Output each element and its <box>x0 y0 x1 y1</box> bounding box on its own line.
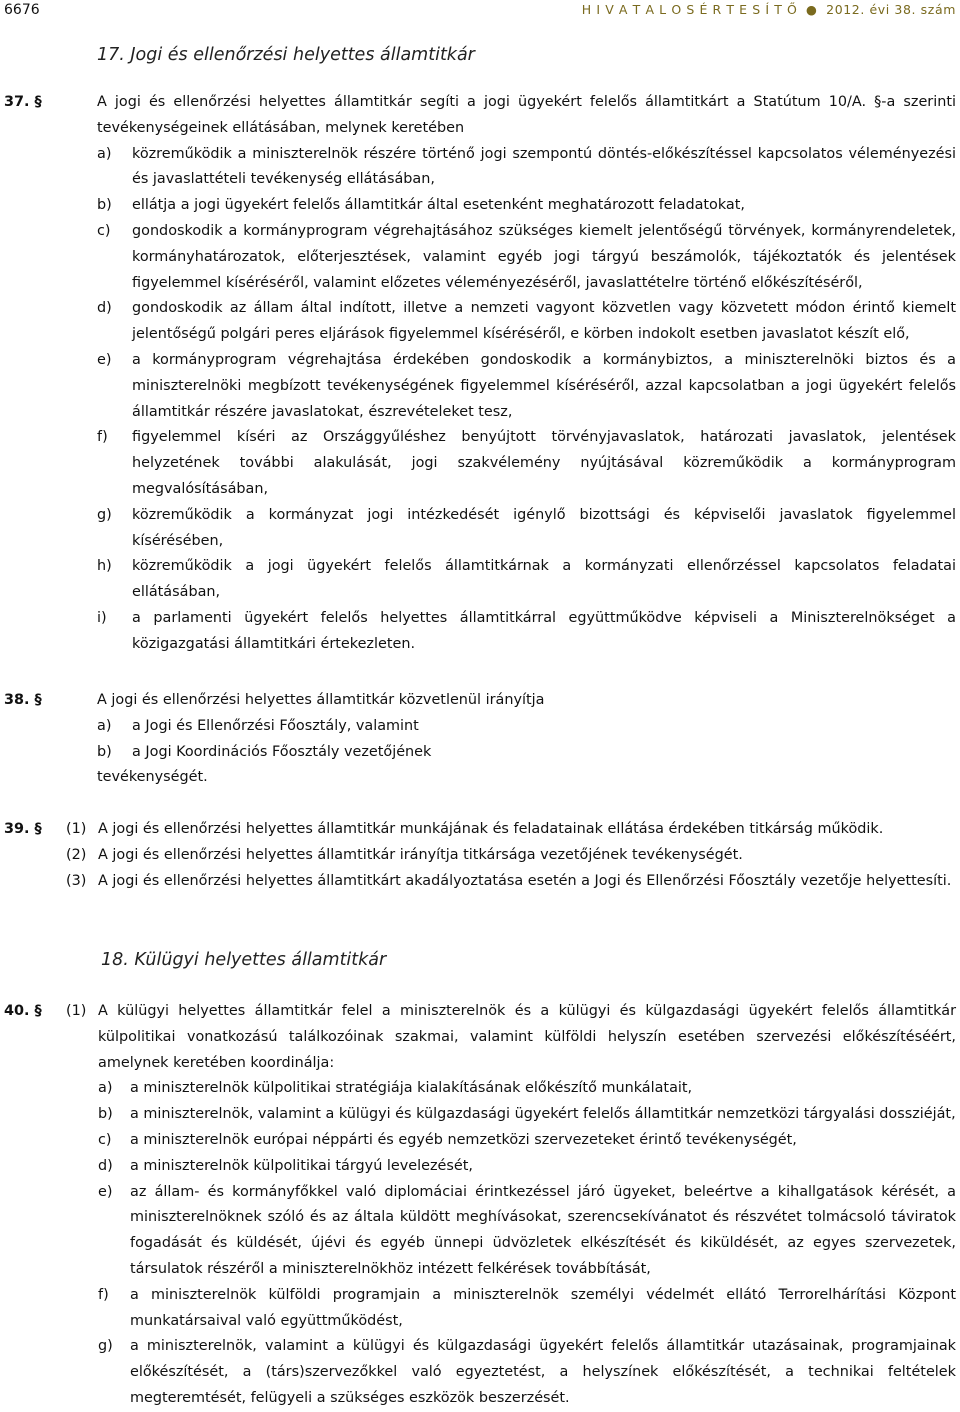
list-item <box>97 193 956 219</box>
item-text: gondoskodik a kormányprogram végrehajtásához szükséges kiemelt jelentőségű törvények, kormányrendeletek, kormányhatározatok, előterjesztések, valamint egyéb jogi tárgyú beszámolók, tájékoztatók és jelentések figyelemmel kíséréséről, valamint előzetes véleményezéséről, javaslattételre történő előkészítéséről, <box>132 222 956 291</box>
section-number: 37. § <box>4 94 42 110</box>
chapter-title: 17. Jogi és ellenőrzési helyettes államtitkár <box>97 45 475 65</box>
list-item <box>97 554 956 606</box>
paragraph-label: (3) <box>66 872 87 889</box>
item-text: a miniszterelnök európai néppárti és egyéb nemzetközi szervezeteket érintő tevékenységét, <box>130 1131 797 1148</box>
publication-header <box>582 0 956 20</box>
section-number: 39. § <box>4 821 42 837</box>
item-text: a miniszterelnök külpolitikai stratégiája kialakításának előkészítő munkálatait, <box>130 1080 693 1097</box>
list-item <box>98 1128 956 1154</box>
item-label: a) <box>97 145 112 162</box>
chapter-title: 18. Külügyi helyettes államtitkár <box>101 950 387 970</box>
section-body <box>66 817 956 894</box>
item-text: közreműködik a miniszterelnök részére történő jogi szempontú döntés-előkészítéssel kapcsolatos véleményezési és javaslattételi tevékenység ellátásában, <box>132 145 956 188</box>
item-text: a miniszterelnök, valamint a külügyi és külgazdasági ügyekért felelős államtitkár utazásainak, programjainak előkészítését, a (társ)szervezőkkel való egyeztetést, a helyszínek előkészítését, a technikai feltételek megteremtését, felügyeli a szükséges eszközök beszerzését. <box>130 1338 956 1406</box>
item-label: e) <box>97 351 112 368</box>
list-item <box>98 1334 956 1411</box>
item-label: c) <box>97 222 111 239</box>
list-item <box>98 1180 956 1283</box>
item-text: az állam- és kormányfőkkel való diplomáciai érintkezéssel járó ügyeket, beleértve a kihallgatások kérését, a miniszterelnöknek szóló és az általa küldött meghívásokat, szerencsekívánatot és részvétet tolmácsoló táviratok fogadását és küldését, újévi és egyéb ünnepi üdvözletek elkészítését és kiküldését, az egyes szervezetek, társulatok részéről a miniszterelnökhöz intézett felkérések továbbítását, <box>130 1183 956 1277</box>
item-label: b) <box>97 743 112 760</box>
item-label: f) <box>97 429 108 446</box>
section-body <box>97 90 956 658</box>
paragraph-label: (2) <box>66 846 87 863</box>
paragraph-list <box>66 817 956 894</box>
list-item <box>97 348 956 425</box>
item-label: i) <box>97 609 107 626</box>
item-text: közreműködik a kormányzat jogi intézkedését igénylő bizottsági és képviselői javaslatok figyelemmel kísérésében, <box>132 506 956 549</box>
section-intro: A jogi és ellenőrzési helyettes államtitkár közvetlenül irányítja <box>97 692 545 708</box>
list-item <box>97 606 956 658</box>
list-item <box>98 1154 956 1180</box>
paragraph-label: (1) <box>66 1003 87 1019</box>
paragraph-content <box>98 999 956 1412</box>
paragraph-text: A jogi és ellenőrzési helyettes államtitkár irányítja titkársága vezetőjének tevékenységét. <box>98 846 743 863</box>
paragraph-text: A külügyi helyettes államtitkár felel a miniszterelnök és a külügyi és külgazdasági ügyekért felelős államtitkár külpolitikai vonatkozású találkozóinak szakmai, valamint külföldi helyszín esetében szervezési előkészítéséért, amelynek keretében koordinálja: <box>98 1003 956 1071</box>
list-item <box>97 714 956 740</box>
item-label: d) <box>98 1157 113 1174</box>
separator-bullet: ● <box>806 2 818 17</box>
item-label: g) <box>98 1338 113 1355</box>
item-text: a kormányprogram végrehajtása érdekében gondoskodik a kormánybiztos, a miniszterelnöki biztos és a miniszterelnöki megbízott tevékenységének figyelemmel kíséréséről, azzal kapcsolatban a jogi ügyekért felelős államtitkár részére javaslatokat, észrevételeket tesz, <box>132 351 956 420</box>
item-label: b) <box>98 1106 113 1123</box>
page-number: 6676 <box>4 2 40 18</box>
paragraph <box>66 869 956 895</box>
list-item <box>98 1076 956 1102</box>
item-label: a) <box>97 717 112 734</box>
publication-name: H I V A T A L O S É R T E S Í T Ő <box>581 2 798 17</box>
section-number: 38. § <box>4 692 42 708</box>
list-item <box>97 142 956 194</box>
item-text: a miniszterelnök külföldi programjain a miniszterelnök személyi védelmét ellátó Terrorelhárítási Központ munkatársaival való együttműködést, <box>130 1286 956 1329</box>
item-text: gondoskodik az állam által indított, illetve a nemzeti vagyont közvetlen vagy közvetett módon érintő kiemelt jelentőségű polgári peres eljárások figyelemmel kíséréséről, e körben indokolt esetben javaslatot készít elő, <box>132 300 956 343</box>
section-outro: tevékenységét. <box>97 769 208 786</box>
section-body <box>97 688 956 791</box>
item-text: figyelemmel kíséri az Országgyűléshez benyújtott törvényjavaslatok, határozati javaslatok, jelentések helyzetének további alakulását, jogi szakvélemény nyújtásával közreműködik a kormányprogram megvalósításában, <box>132 429 956 497</box>
list-item <box>97 219 956 296</box>
item-text: a miniszterelnök külpolitikai tárgyú levelezését, <box>130 1157 473 1174</box>
item-text: ellátja a jogi ügyekért felelős államtitkár által esetenként meghatározott feladatokat, <box>132 197 745 214</box>
item-text: közreműködik a jogi ügyekért felelős államtitkárnak a kormányzati ellenőrzéssel kapcsolatos feladatai ellátásában, <box>132 558 956 601</box>
list-item <box>98 1283 956 1335</box>
item-list <box>97 714 956 766</box>
item-label: a) <box>98 1080 113 1097</box>
page-header <box>0 0 960 20</box>
item-text: a Jogi Koordinációs Főosztály vezetőjének <box>132 743 432 760</box>
issue-number: 2012. évi 38. szám <box>826 2 956 17</box>
paragraph-text: A jogi és ellenőrzési helyettes államtitkár munkájának és feladatainak ellátása érdekében titkárság működik. <box>98 821 884 837</box>
item-label: h) <box>97 558 112 575</box>
paragraph <box>66 843 956 869</box>
item-label: g) <box>97 506 112 523</box>
list-item <box>97 740 956 766</box>
paragraph-text: A jogi és ellenőrzési helyettes államtitkárt akadályoztatása esetén a Jogi és Ellenőrzési Főosztály vezetője helyettesíti. <box>98 872 952 889</box>
section-number: 40. § <box>4 1003 42 1019</box>
item-text: a Jogi és Ellenőrzési Főosztály, valamint <box>132 717 419 734</box>
item-label: b) <box>97 197 112 214</box>
paragraph-label: (1) <box>66 821 87 837</box>
list-item <box>97 503 956 555</box>
item-label: e) <box>98 1183 113 1200</box>
list-item <box>97 425 956 502</box>
item-label: d) <box>97 300 112 317</box>
item-text: a miniszterelnök, valamint a külügyi és külgazdasági ügyekért felelős államtitkár nemzetközi tárgyalási dossziéját, <box>130 1106 956 1123</box>
list-item <box>97 296 956 348</box>
section-body <box>66 999 956 1412</box>
list-item <box>98 1102 956 1128</box>
section-intro: A jogi és ellenőrzési helyettes államtitkár segíti a jogi ügyekért felelős államtitkárt a Statútum 10/A. §-a szerinti tevékenységeinek ellátásában, melynek keretében <box>97 94 956 136</box>
paragraph <box>66 817 956 843</box>
item-label: c) <box>98 1131 112 1148</box>
item-label: f) <box>98 1286 109 1303</box>
item-list <box>97 142 956 658</box>
item-text: a parlamenti ügyekért felelős helyettes államtitkárral együttműködve képviseli a Miniszterelnökséget a közigazgatási államtitkári értekezleten. <box>132 609 956 652</box>
paragraph <box>66 999 956 1412</box>
item-list <box>98 1076 956 1411</box>
